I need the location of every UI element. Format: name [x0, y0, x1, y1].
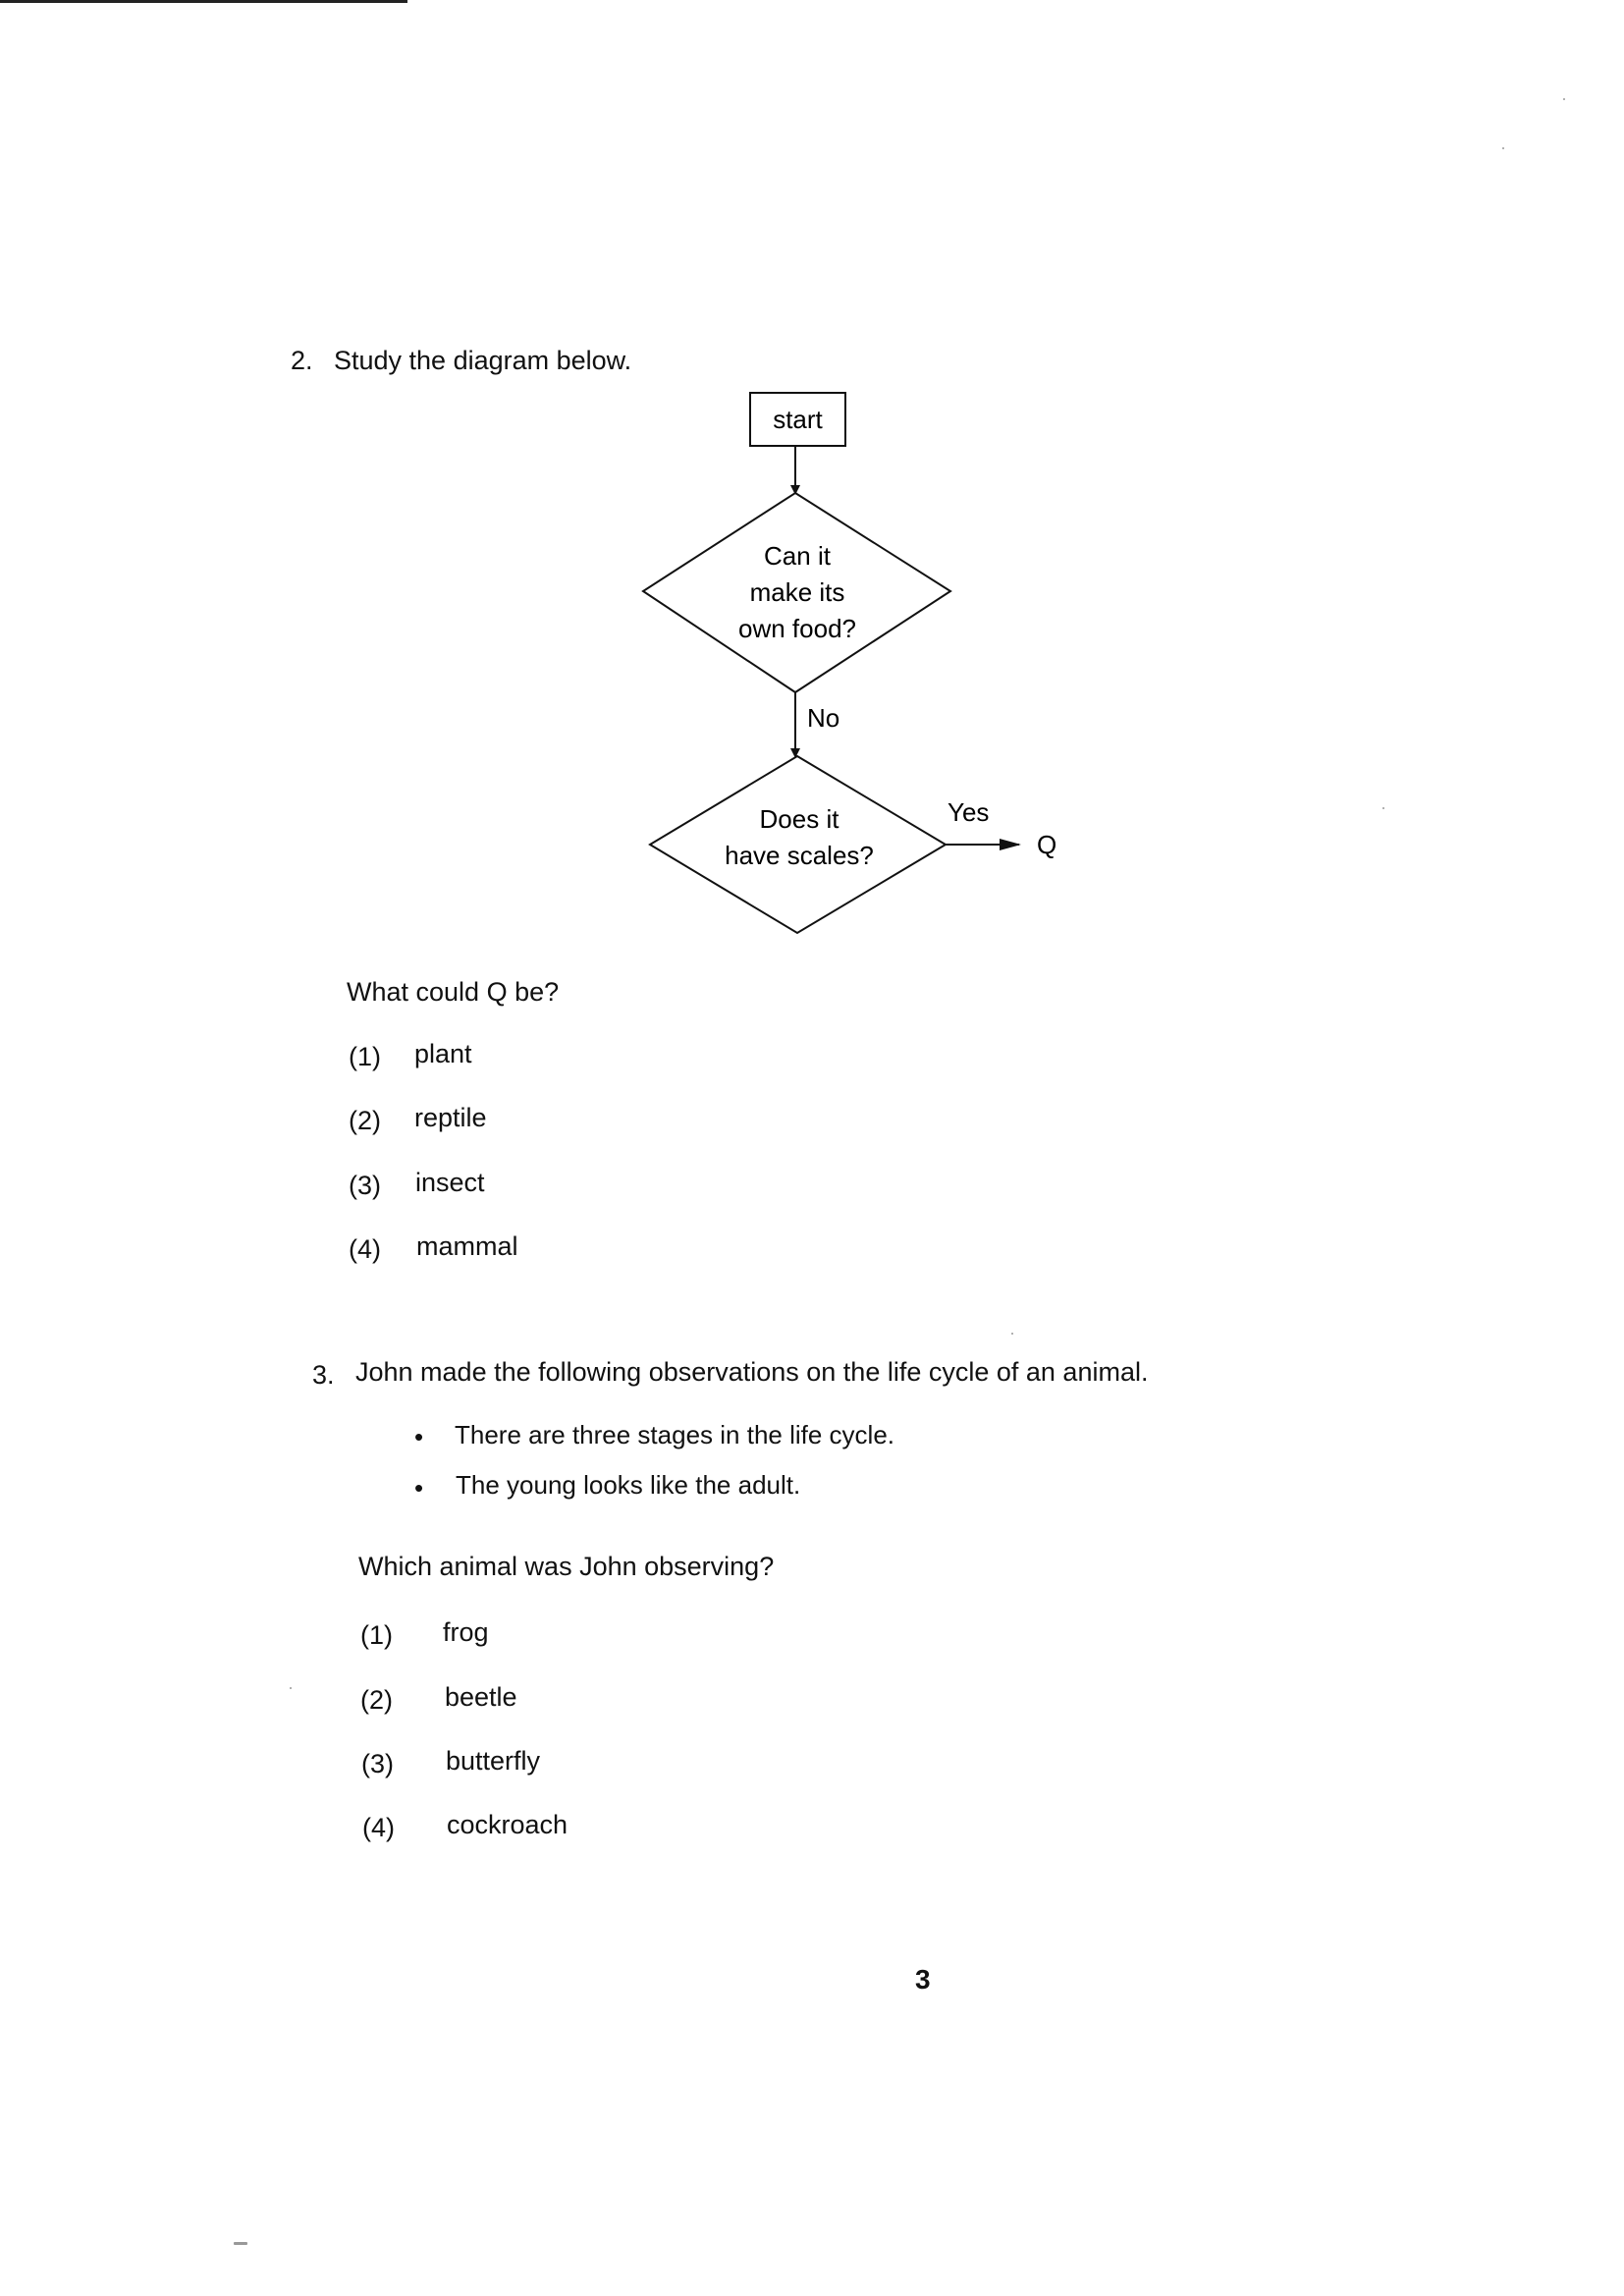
option-text: plant: [414, 1039, 472, 1068]
option-number: (4): [349, 1234, 381, 1264]
scan-speck: [1382, 807, 1384, 809]
option-text: butterfly: [446, 1746, 541, 1776]
option-number: (2): [360, 1685, 393, 1715]
start-label: start: [773, 405, 823, 434]
decision2-line2: have scales?: [725, 841, 874, 870]
edge-yes-label: Yes: [947, 797, 990, 827]
option-number: (1): [349, 1042, 381, 1071]
bullet-item: There are three stages in the life cycle.: [455, 1420, 895, 1449]
question-text: Which animal was John observing?: [358, 1552, 775, 1581]
flowchart: [609, 383, 1080, 943]
scan-speck: [290, 1687, 292, 1689]
decision1-line1: Can it: [764, 541, 831, 571]
question-prompt: Study the diagram below.: [334, 346, 632, 375]
question-number: 2.: [291, 346, 313, 375]
option-text: cockroach: [447, 1810, 568, 1839]
bullet-marker: •: [414, 1422, 424, 1451]
option-text: frog: [443, 1617, 489, 1647]
bullet-item: The young looks like the adult.: [456, 1470, 801, 1500]
top-rule: [0, 0, 407, 3]
option-text: reptile: [414, 1103, 487, 1132]
option-text: mammal: [416, 1231, 518, 1261]
option-text: beetle: [445, 1682, 517, 1712]
end-q-label: Q: [1037, 830, 1057, 859]
question-number: 3.: [312, 1360, 335, 1390]
option-number: (1): [360, 1620, 393, 1650]
bullet-marker: •: [414, 1473, 424, 1503]
option-text: insect: [415, 1168, 485, 1197]
scan-mark: [234, 2242, 247, 2245]
scan-speck: [1502, 147, 1504, 149]
scan-speck: [1563, 98, 1565, 100]
option-number: (3): [349, 1171, 381, 1200]
option-number: (4): [362, 1813, 395, 1842]
option-number: (3): [361, 1749, 394, 1778]
question-prompt: John made the following observations on the life cycle of an animal.: [355, 1357, 1149, 1387]
decision1-line3: own food?: [738, 614, 856, 643]
page-number: 3: [915, 1964, 931, 1995]
option-number: (2): [349, 1106, 381, 1135]
scan-speck: [1011, 1333, 1013, 1335]
decision2-line1: Does it: [759, 804, 839, 834]
decision1-line2: make its: [749, 577, 845, 607]
edge-no-label: No: [807, 703, 840, 733]
question-text: What could Q be?: [347, 977, 560, 1007]
